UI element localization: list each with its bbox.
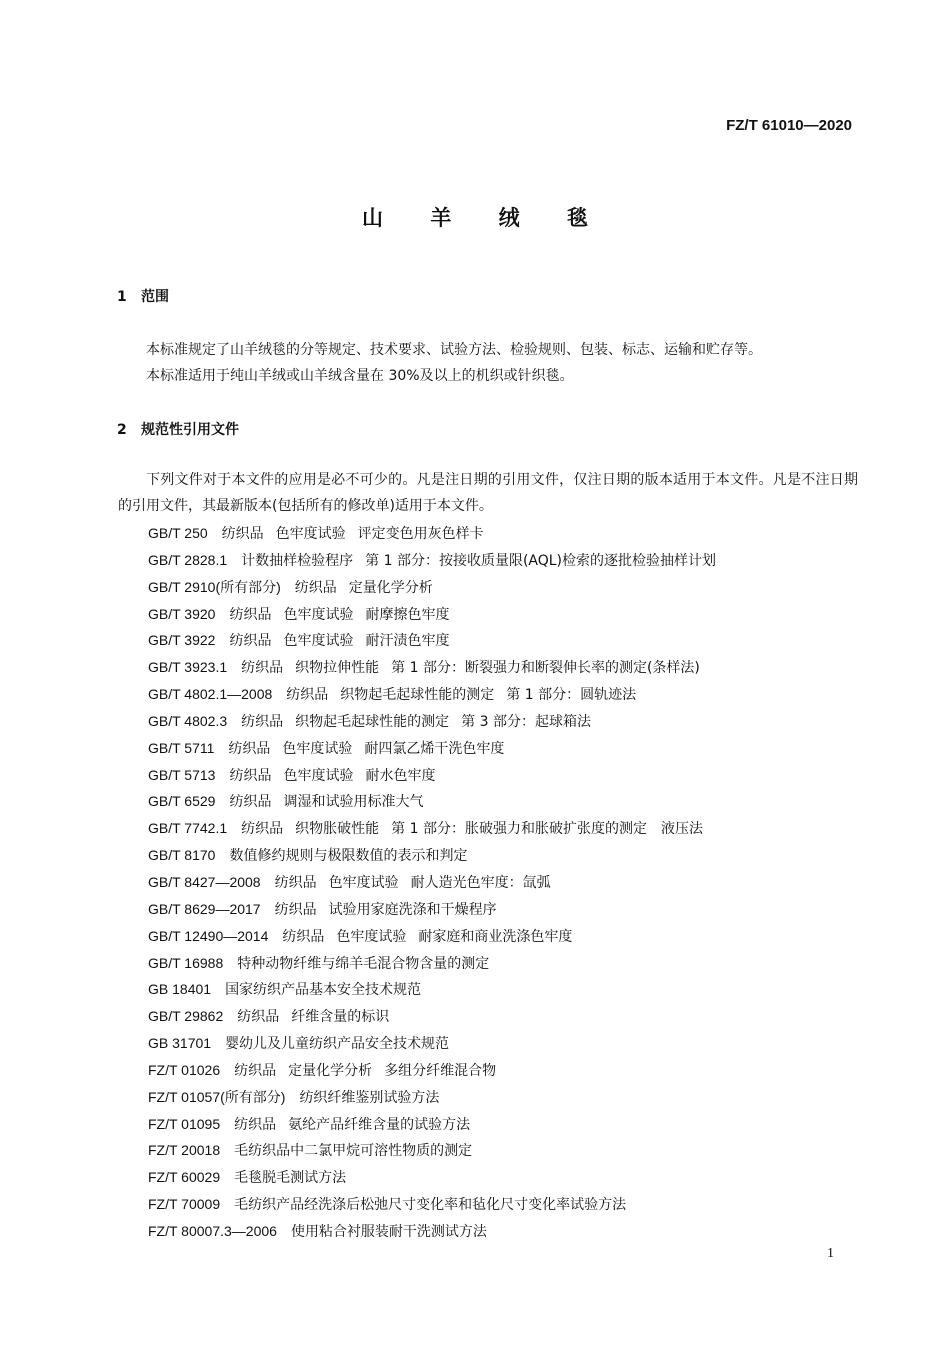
reference-code: GB/T 4802.3: [148, 712, 228, 729]
reference-title-part: 使用粘合衬服装耐干洗测试方法: [290, 1223, 487, 1240]
reference-item: [148, 1057, 868, 1084]
reference-item: [148, 1137, 868, 1164]
reference-item: [148, 574, 868, 601]
reference-code: FZ/T 70009: [148, 1196, 221, 1213]
reference-item: [148, 1218, 868, 1245]
reference-title-part: 织物起毛起球性能的测定: [295, 713, 450, 730]
reference-code: GB/T 8629—2017: [148, 900, 261, 917]
standard-number: FZ/T 61010—2020: [726, 117, 852, 134]
reference-title-part: 定量化学分析: [288, 1062, 373, 1079]
reference-title-part: 第 1 部分：按接收质量限(AQL)检索的逐批检验抽样计划: [365, 552, 717, 569]
reference-code: GB/T 8427—2008: [148, 873, 261, 890]
reference-title-part: 纺织品: [234, 1116, 277, 1133]
reference-title-part: 特种动物纤维与绵羊毛混合物含量的测定: [237, 955, 490, 972]
reference-title-part: 评定变色用灰色样卡: [357, 526, 484, 542]
reference-item: [148, 708, 868, 735]
reference-code: GB/T 5713: [148, 766, 216, 783]
reference-item: [148, 1164, 868, 1191]
reference-item: [148, 547, 868, 574]
reference-item: [148, 601, 868, 628]
reference-title-part: 调湿和试验用标准大气: [283, 794, 424, 811]
reference-item: [148, 681, 868, 708]
reference-title-part: 第 1 部分：圆轨迹法: [506, 687, 637, 704]
reference-code: GB 18401: [148, 981, 212, 998]
reference-title-part: 色牢度试验: [283, 633, 354, 650]
reference-code: GB/T 6529: [148, 793, 216, 810]
reference-title-part: 色牢度试验: [283, 606, 354, 623]
reference-item: [148, 896, 868, 923]
reference-code: GB/T 2828.1: [148, 551, 228, 568]
reference-code: FZ/T 80007.3—2006: [148, 1222, 277, 1239]
reference-title-part: 纺织品: [274, 874, 317, 891]
section-1-heading: [117, 286, 169, 306]
reference-item: [148, 976, 868, 1003]
reference-code: FZ/T 01057(所有部分): [148, 1088, 286, 1105]
reference-title-part: 纺织品: [229, 606, 272, 623]
reference-code: FZ/T 60029: [148, 1169, 221, 1186]
reference-list: [148, 520, 868, 1245]
reference-title-part: 毛纺织产品经洗涤后松弛尺寸变化率和毡化尺寸变化率试验方法: [234, 1197, 627, 1214]
reference-code: GB/T 2910(所有部分): [148, 578, 281, 595]
reference-title-part: 纺织品: [237, 1009, 280, 1026]
reference-item: [148, 735, 868, 762]
reference-title-part: 纺织品: [282, 928, 325, 945]
document-title: 山 羊 绒 毯: [362, 205, 608, 230]
reference-item: [148, 842, 868, 869]
reference-title-part: 纺织品: [229, 794, 272, 811]
reference-title-part: 第 1 部分：断裂强力和断裂伸长率的测定(条样法): [391, 660, 700, 677]
section-number: 1: [117, 289, 127, 305]
reference-title-part: 多组分纤维混合物: [384, 1062, 497, 1079]
section-2-intro: [118, 467, 858, 519]
reference-title-part: 纺织品: [294, 579, 337, 596]
reference-title-part: 纤维含量的标识: [291, 1009, 390, 1026]
reference-code: GB/T 3923.1: [148, 659, 228, 676]
reference-title-part: 第 3 部分：起球箱法: [461, 713, 591, 730]
reference-code: GB/T 16988: [148, 954, 224, 971]
reference-title-part: 色牢度试验: [275, 526, 346, 542]
reference-item: [148, 869, 868, 896]
reference-title-part: 婴幼儿及儿童纺织产品安全技术规范: [225, 1036, 450, 1053]
reference-title-part: 耐人造光色牢度：氙弧: [410, 874, 551, 891]
reference-title-part: 色牢度试验: [328, 874, 399, 891]
reference-title-part: 纺织品: [286, 687, 329, 704]
reference-item: [148, 1111, 868, 1138]
section-2-heading: [117, 419, 239, 439]
section-number: 2: [117, 422, 127, 438]
reference-title-part: 纺织品: [241, 713, 284, 730]
reference-code: GB/T 250: [148, 525, 208, 541]
reference-title-part: 纺织品: [234, 1062, 277, 1079]
reference-title-part: 耐汗渍色牢度: [365, 633, 450, 650]
paragraph: 下列文件对于本文件的应用是必不可少的。凡是注日期的引用文件，仅注日期的版本适用于本文件。凡是不注日期的引用文件，其最新版本(包括所有的修改单)适用于本文件。: [118, 472, 858, 514]
section-1-body: [118, 337, 858, 389]
reference-title-part: 计数抽样检验程序: [241, 552, 354, 569]
reference-code: FZ/T 01026: [148, 1061, 221, 1078]
reference-title-part: 织物拉伸性能: [295, 660, 380, 677]
reference-code: GB 31701: [148, 1035, 212, 1052]
paragraph: 本标准适用于纯山羊绒或山羊绒含量在 30%及以上的机织或针织毯。: [146, 368, 574, 384]
reference-title-part: 试验用家庭洗涤和干燥程序: [328, 901, 497, 918]
reference-title-part: 纺织品: [228, 740, 271, 757]
reference-title-part: 毛纺织品中二氯甲烷可溶性物质的测定: [234, 1143, 473, 1160]
reference-title-part: 数值修约规则与极限数值的表示和判定: [229, 848, 468, 865]
reference-item: [148, 788, 868, 815]
reference-code: GB/T 3920: [148, 605, 216, 622]
reference-item: [148, 923, 868, 950]
reference-code: GB/T 3922: [148, 632, 216, 649]
reference-title-part: 纺织品: [229, 633, 272, 650]
reference-title-part: 氨纶产品纤维含量的试验方法: [288, 1116, 471, 1133]
reference-code: GB/T 4802.1—2008: [148, 686, 273, 703]
reference-title-part: 纺织品: [229, 767, 272, 784]
reference-item: [148, 762, 868, 789]
reference-item: [148, 950, 868, 977]
reference-title-part: 耐家庭和商业洗涤色牢度: [418, 928, 573, 945]
reference-code: FZ/T 20018: [148, 1142, 221, 1159]
reference-title-part: 纺织品: [241, 821, 284, 838]
reference-title-part: 色牢度试验: [336, 928, 407, 945]
reference-item: [148, 1003, 868, 1030]
page-number: 1: [827, 1246, 834, 1261]
reference-title-part: 织物胀破性能: [295, 821, 380, 838]
reference-item: [148, 815, 868, 842]
reference-code: GB/T 7742.1: [148, 820, 228, 837]
reference-item: [148, 1030, 868, 1057]
reference-title-part: 色牢度试验: [283, 767, 354, 784]
reference-code: GB/T 29862: [148, 1008, 224, 1025]
reference-item: [148, 627, 868, 654]
reference-item: [148, 1191, 868, 1218]
reference-title-part: 国家纺织产品基本安全技术规范: [225, 982, 422, 999]
reference-title-part: 耐水色牢度: [365, 767, 436, 784]
reference-title-part: 纺织品: [221, 526, 264, 542]
reference-code: GB/T 8170: [148, 847, 216, 864]
reference-title-part: 耐四氯乙烯干洗色牢度: [364, 740, 505, 757]
reference-code: GB/T 12490—2014: [148, 927, 269, 944]
reference-code: GB/T 5711: [148, 739, 215, 756]
reference-title-part: 纺织纤维鉴别试验方法: [299, 1089, 440, 1106]
reference-code: FZ/T 01095: [148, 1115, 221, 1132]
reference-item: [148, 520, 868, 547]
reference-title-part: 毛毯脱毛测试方法: [234, 1170, 347, 1187]
paragraph: 本标准规定了山羊绒毯的分等规定、技术要求、试验方法、检验规则、包装、标志、运输和贮存等。: [146, 342, 762, 358]
section-title: 规范性引用文件: [141, 422, 239, 438]
reference-title-part: 纺织品: [241, 660, 284, 677]
reference-title-part: 第 1 部分：胀破强力和胀破扩张度的测定 液压法: [391, 821, 703, 838]
reference-item: [148, 654, 868, 681]
reference-title-part: 定量化学分析: [348, 579, 433, 596]
reference-title-part: 耐摩擦色牢度: [365, 606, 450, 623]
reference-item: [148, 1084, 868, 1111]
section-title: 范围: [141, 289, 169, 305]
reference-title-part: 色牢度试验: [282, 740, 353, 757]
reference-title-part: 织物起毛起球性能的测定: [340, 687, 495, 704]
reference-title-part: 纺织品: [274, 901, 317, 918]
